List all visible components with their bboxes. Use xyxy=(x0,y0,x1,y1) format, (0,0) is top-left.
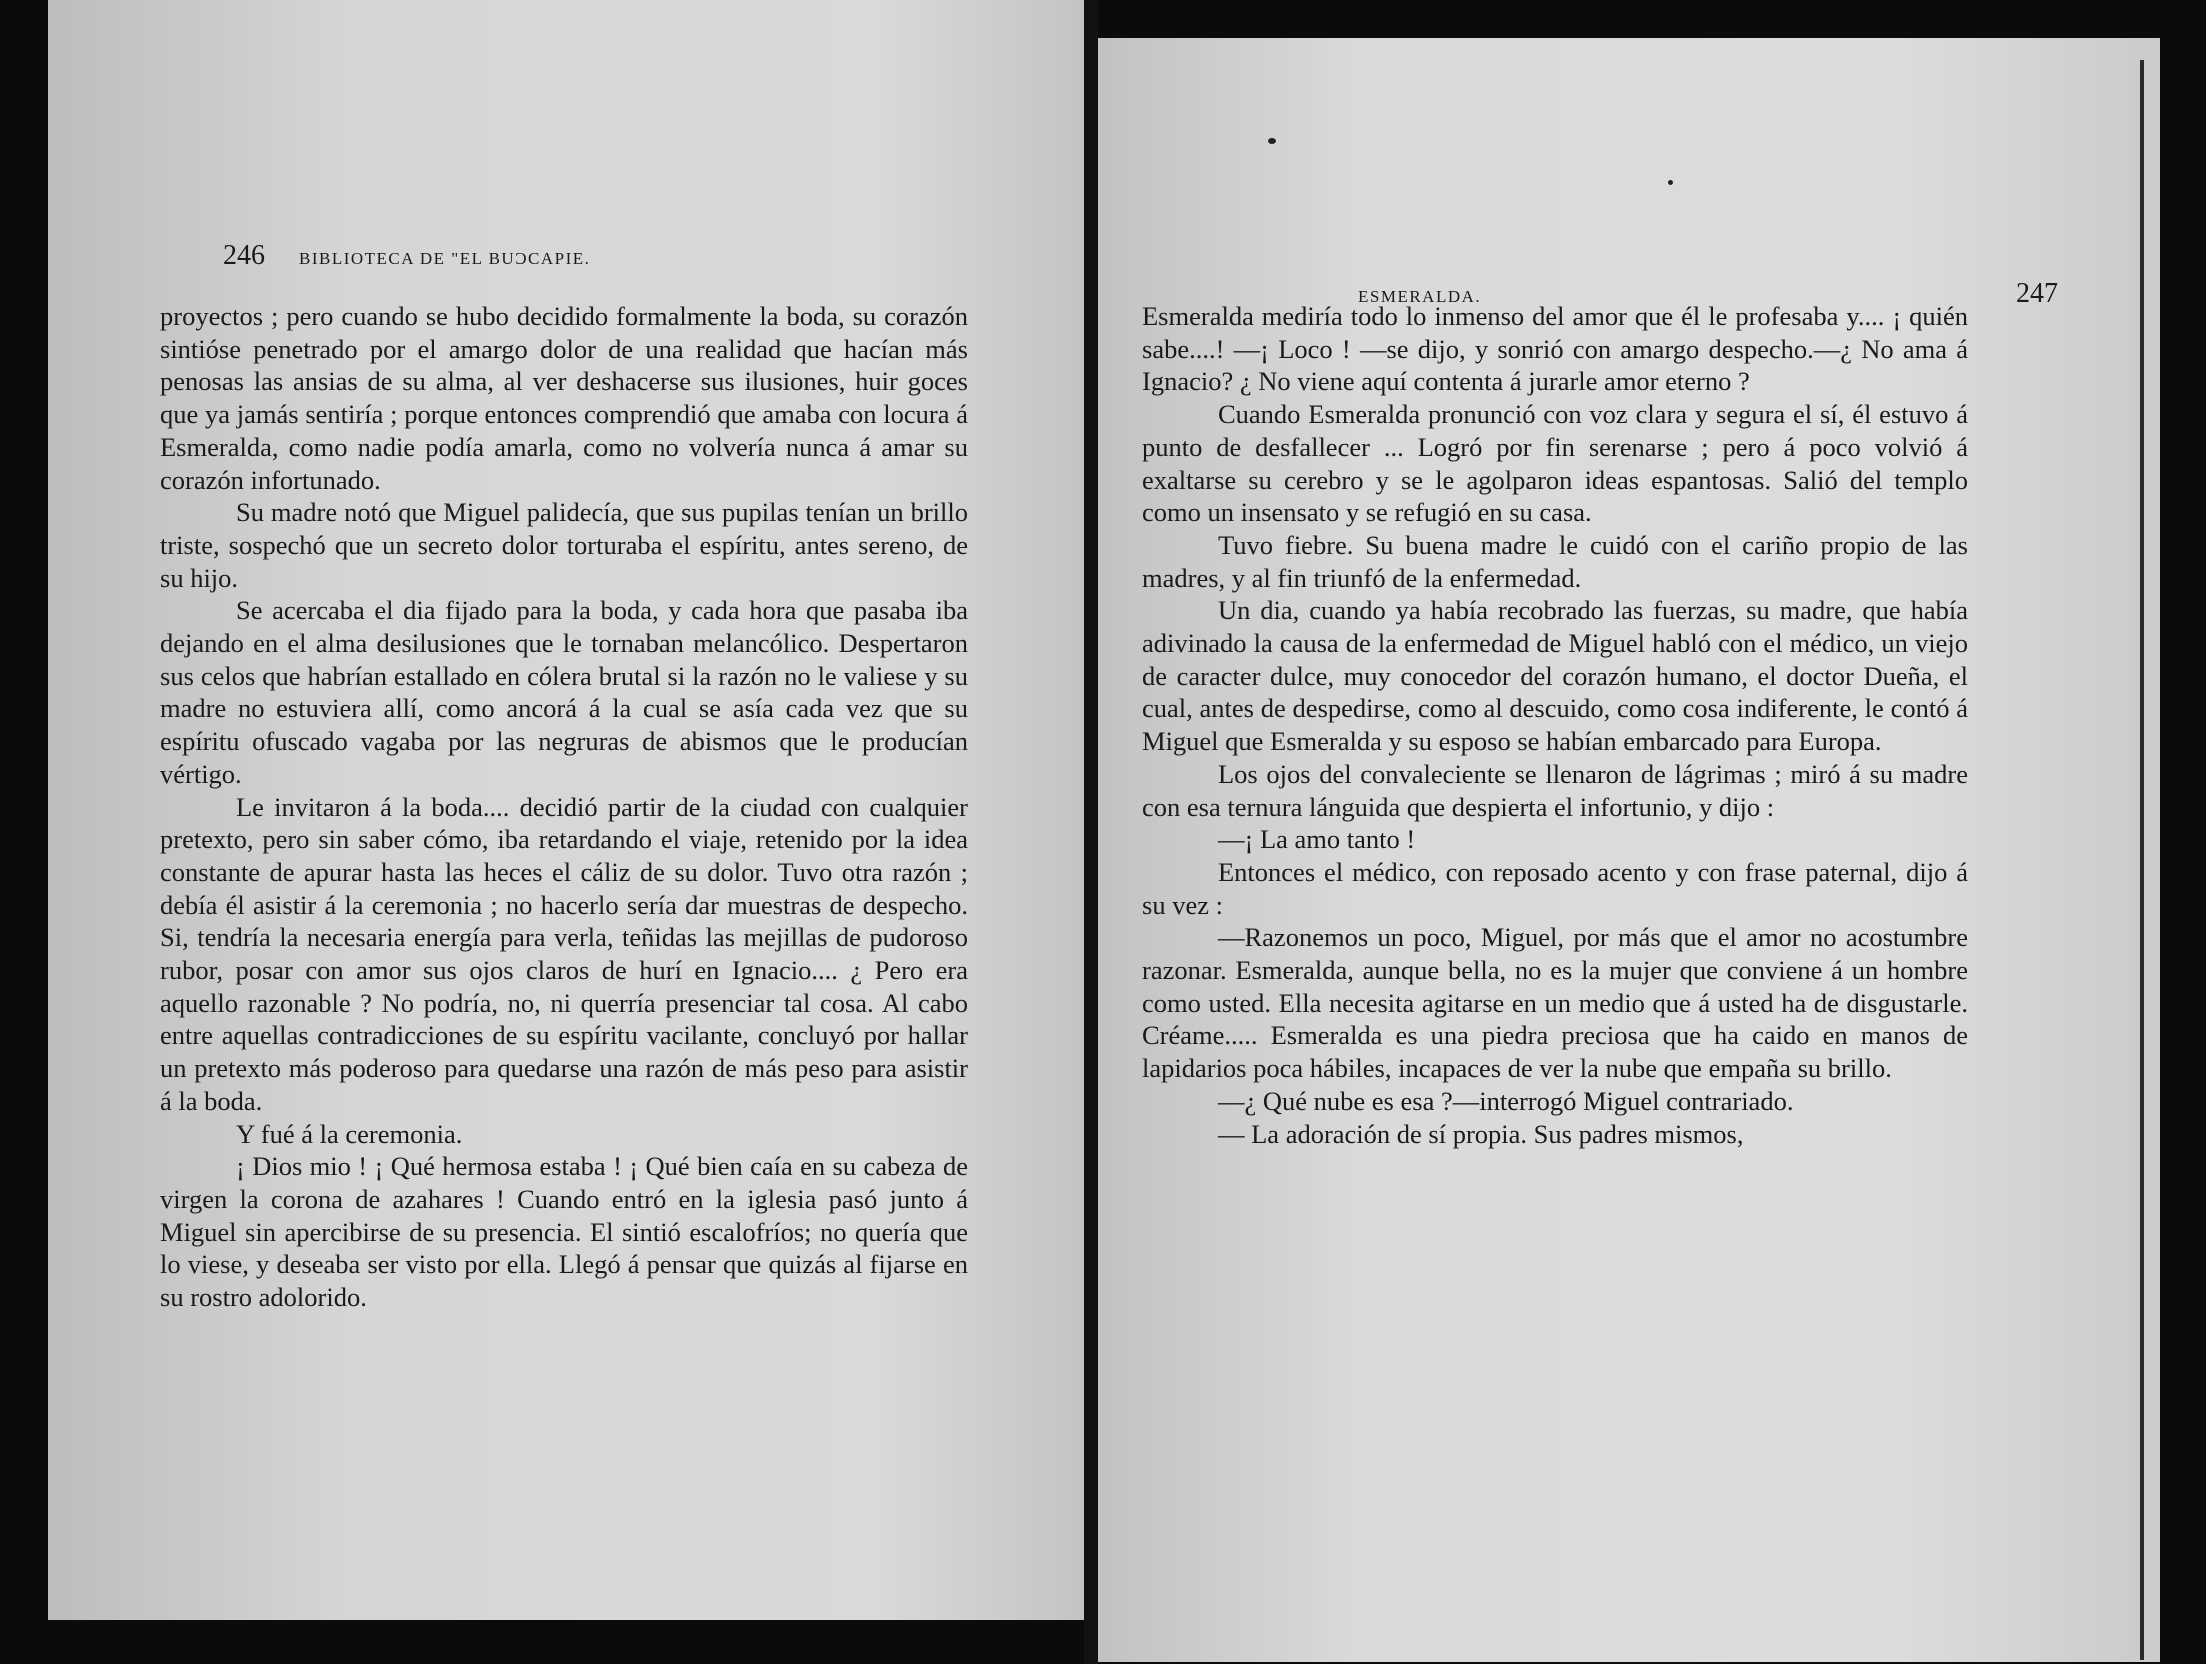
ink-speck xyxy=(1668,180,1673,185)
paragraph: Y fué á la ceremonia. xyxy=(236,1118,463,1149)
ink-speck xyxy=(1268,138,1276,144)
page-edge-line xyxy=(2140,60,2144,1660)
paragraph: Esmeralda mediría todo lo inmenso del amor que él le profesaba y.... ¡ quién sabe....! —¡ Loco ! —se dijo, y sonrió con amargo despecho.—¿ No ama á Ignacio? ¿ No viene aquí contenta á jurarle amor eterno ? xyxy=(1142,301,1968,397)
paragraph: —Razonemos un poco, Miguel, por más que el amor no acostumbre razonar. Esmeralda, aunque bella, no es la mujer que conviene á un hombre como usted. Ella necesita agitarse en un medio que á usted ha de disgustarle. Créame..... Esmeralda es una piedra preciosa que ha caido en manos de lapidarios poca hábiles, incapaces de ver la nube que empaña su brillo. xyxy=(1142,922,1968,1084)
paragraph: Un dia, cuando ya había recobrado las fuerzas, su madre, que había adivinado la causa de la enfermedad de Miguel habló con el médico, un viejo de caracter dulce, muy conocedor del corazón humano, el doctor Dueña, el cual, antes de despedirse, como al descuido, como cosa indiferente, le contó á Miguel que Esmeralda y su esposo se habían embarcado para Europa. xyxy=(1142,595,1968,757)
paragraph: —¿ Qué nube es esa ?—interrogó Miguel contrariado. xyxy=(1218,1085,1794,1116)
paragraph: Se acercaba el dia fijado para la boda, y cada hora que pasaba iba dejando en el alma desilusiones que le tornaban melancólico. Despertaron sus celos que habrían estallado en cólera brutal si la razón no le valiese y su madre no estuviera allí, como ancorá á la cual se asía cada vez que su espíritu ofuscado vagaba por las negruras de abismos que le producían vértigo. xyxy=(160,595,968,789)
book-gutter xyxy=(1084,0,1098,1664)
left-page xyxy=(48,0,1084,1620)
paragraph: Su madre notó que Miguel palidecía, que sus pupilas tenían un brillo triste, sospechó que un secreto dolor torturaba el espíritu, antes sereno, de su hijo. xyxy=(160,497,968,593)
paragraph: Los ojos del convaleciente se llenaron de lágrimas ; miró á su madre con esa ternura lánguida que despierta el infortunio, y dijo : xyxy=(1142,758,1968,822)
right-page xyxy=(1098,38,2160,1662)
paragraph: ¡ Dios mio ! ¡ Qué hermosa estaba ! ¡ Qué bien caía en su cabeza de virgen la corona de azahares ! Cuando entró en la iglesia pasó junto á Miguel sin apercibirse de su presencia. El sintió escalofríos; no quería que lo viese, y deseaba ser visto por ella. Llegó á pensar que quizás al fijarse en su rostro adolorido. xyxy=(160,1151,968,1313)
right-page-body xyxy=(1142,300,1968,1150)
paragraph: Cuando Esmeralda pronunció con voz clara y segura el sí, él estuvo á punto de desfallecer ... Logró por fin serenarse ; pero á poco volvió á exaltarse su cerebro y se le agolparon ideas espantosas. Salió del templo como un insensato y se refugió en su casa. xyxy=(1142,399,1968,528)
running-head-left: BIBLIOTECA DE "EL BUƆCAPIE. xyxy=(299,249,591,268)
running-head-right: ESMERALDA. xyxy=(1358,287,1482,306)
left-page-body xyxy=(160,300,968,1314)
page-number-right: 247 xyxy=(2016,278,2058,309)
paragraph: proyectos ; pero cuando se hubo decidido formalmente la boda, su corazón sintióse penetrado por el amargo dolor de una realidad que hacían más penosas las ansias de su alma, al ver deshacerse sus ilusiones, huir goces que ya jamás sentiría ; porque entonces comprendió que amaba con locura á Esmeralda, como nadie podía amarla, como no volvería nunca á amar su corazón infortunado. xyxy=(160,301,968,495)
paragraph: Tuvo fiebre. Su buena madre le cuidó con el cariño propio de las madres, y al fin triunfó de la enfermedad. xyxy=(1142,529,1968,593)
page-number-left: 246 xyxy=(223,240,265,271)
paragraph: Entonces el médico, con reposado acento y con frase paternal, dijo á su vez : xyxy=(1142,856,1968,920)
left-page-header xyxy=(223,240,983,272)
paragraph: Le invitaron á la boda.... decidió partir de la ciudad con cualquier pretexto, pero sin saber cómo, iba retardando el viaje, retenido por la idea constante de apurar hasta las heces el cáliz de su dolor. Tuvo otra razón ; debía él asistir á la ceremonia ; no hacerlo sería dar muestras de despecho. Si, tendría la necesaria energía para verla, teñidas las mejillas de pudoroso rubor, posar con amor sus ojos claros de hurí en Ignacio.... ¿ Pero era aquello razonable ? No podría, no, ni querría presenciar tal cosa. Al cabo entre aquellas contradicciones de su espíritu vacilante, concluyó por hallar un pretexto más poderoso para quedarse una razón de más peso para asistir á la boda. xyxy=(160,791,968,1116)
paragraph: —¡ La amo tanto ! xyxy=(1218,824,1416,855)
paragraph: — La adoración de sí propia. Sus padres mismos, xyxy=(1218,1118,1744,1149)
